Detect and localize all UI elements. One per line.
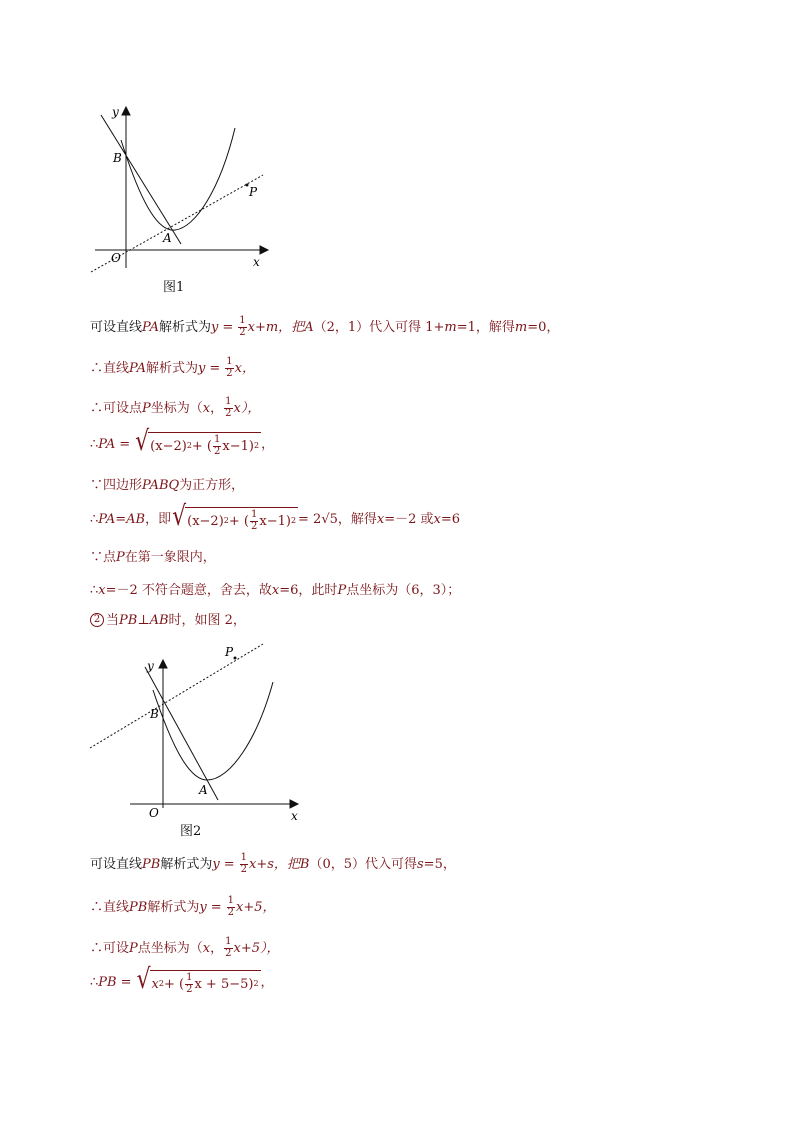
parabola (153, 682, 273, 780)
point-p (234, 657, 237, 660)
figure-1-caption: 图1 (163, 280, 185, 295)
y-axis-arrow (159, 660, 167, 668)
text-line-10: 可设直线 PB 解析式为 y = $\frac{1}{2}$ x+s，把 B （0，5）代入可得 s =5， (90, 852, 456, 875)
text-line-12: ∴可设 P 点坐标为（ x ， $\frac{1}{2}$ x+5）， (90, 936, 280, 959)
figure-1 (85, 100, 275, 275)
circled-number: 2 (90, 613, 104, 627)
fig2-x-label: x (291, 809, 298, 823)
fig2-y-label: y (147, 659, 154, 673)
sqrt: √ (x−2) 2 + ( $\frac{1}{2}$ x−1) 2 (135, 426, 260, 458)
text-line-7: ∵点 P 在第一象限内， (90, 550, 216, 565)
fig2-origin-label: O (149, 806, 159, 820)
fraction: $\frac{1}{2}$ (227, 895, 234, 918)
fraction: $\frac{1}{2}$ (240, 852, 247, 875)
text-line-8: ∴ x =－2 不符合题意，舍去，故 x =6，此时 P 点坐标为（6，3）； (90, 583, 461, 598)
fraction: $\frac{1}{2}$ (239, 315, 246, 338)
fig1-y-label: y (112, 105, 119, 119)
fig1-origin-label: O (111, 251, 121, 265)
text-line-11: ∴直线 PB 解析式为 y = $\frac{1}{2}$ x+5， (90, 895, 276, 918)
line-pb (90, 644, 263, 748)
fraction: $\frac{1}{2}$ (225, 396, 232, 419)
text-line-13: ∴ PB = √ x 2 + ( $\frac{1}{2}$ x + 5−5) 2 ， (90, 964, 274, 996)
text-line-9: 2 当 PB ⊥ AB 时，如图 2， (90, 613, 246, 627)
sqrt: √ x 2 + ( $\frac{1}{2}$ x + 5−5) 2 (136, 964, 259, 996)
sqrt: √ (x−2) 2 + ( $\frac{1}{2}$ x−1) 2 (172, 501, 297, 533)
fig1-x-label: x (253, 255, 260, 269)
line-ba (145, 667, 218, 800)
fig2-p-label: P (225, 645, 234, 659)
fig1-a-label: A (163, 231, 172, 245)
text-line-6: ∴ PA = AB ，即 √ (x−2) 2 + ( $\frac{1}{2}$ x−1) 2 = 2√5，解得 x =－2 或 x =6 (90, 501, 461, 533)
text-line-4: ∴ PA = √ (x−2) 2 + ( $\frac{1}{2}$ x−1) 2 ， (90, 426, 275, 458)
line-ba (101, 115, 181, 244)
fig1-b-label: B (113, 151, 122, 165)
fraction: $\frac{1}{2}$ (225, 936, 232, 959)
y-axis-arrow (122, 107, 130, 115)
text-line-3: ∴可设点 P 坐标为（ x ， $\frac{1}{2}$ x）， (90, 396, 261, 419)
x-axis-arrow (290, 800, 298, 808)
fraction: $\frac{1}{2}$ (226, 356, 233, 379)
figure-2-caption: 图2 (180, 824, 202, 839)
figure-2 (85, 640, 305, 825)
parabola (121, 128, 235, 230)
fig1-p-label: P (249, 185, 258, 199)
fig2-b-label: B (150, 707, 159, 721)
x-axis-arrow (260, 246, 268, 254)
text-line-2: ∴直线 PA 解析式为 y = $\frac{1}{2}$ x， (90, 356, 255, 379)
text-line-5: ∵四边形 PABQ 为正方形， (90, 478, 245, 493)
text-line-1: 可设直线 PA 解析式为 y = $\frac{1}{2}$ x+m，把 A （2，1）代入可得 1+ m =1，解得 m =0， (90, 315, 560, 338)
fig2-a-label: A (199, 783, 208, 797)
